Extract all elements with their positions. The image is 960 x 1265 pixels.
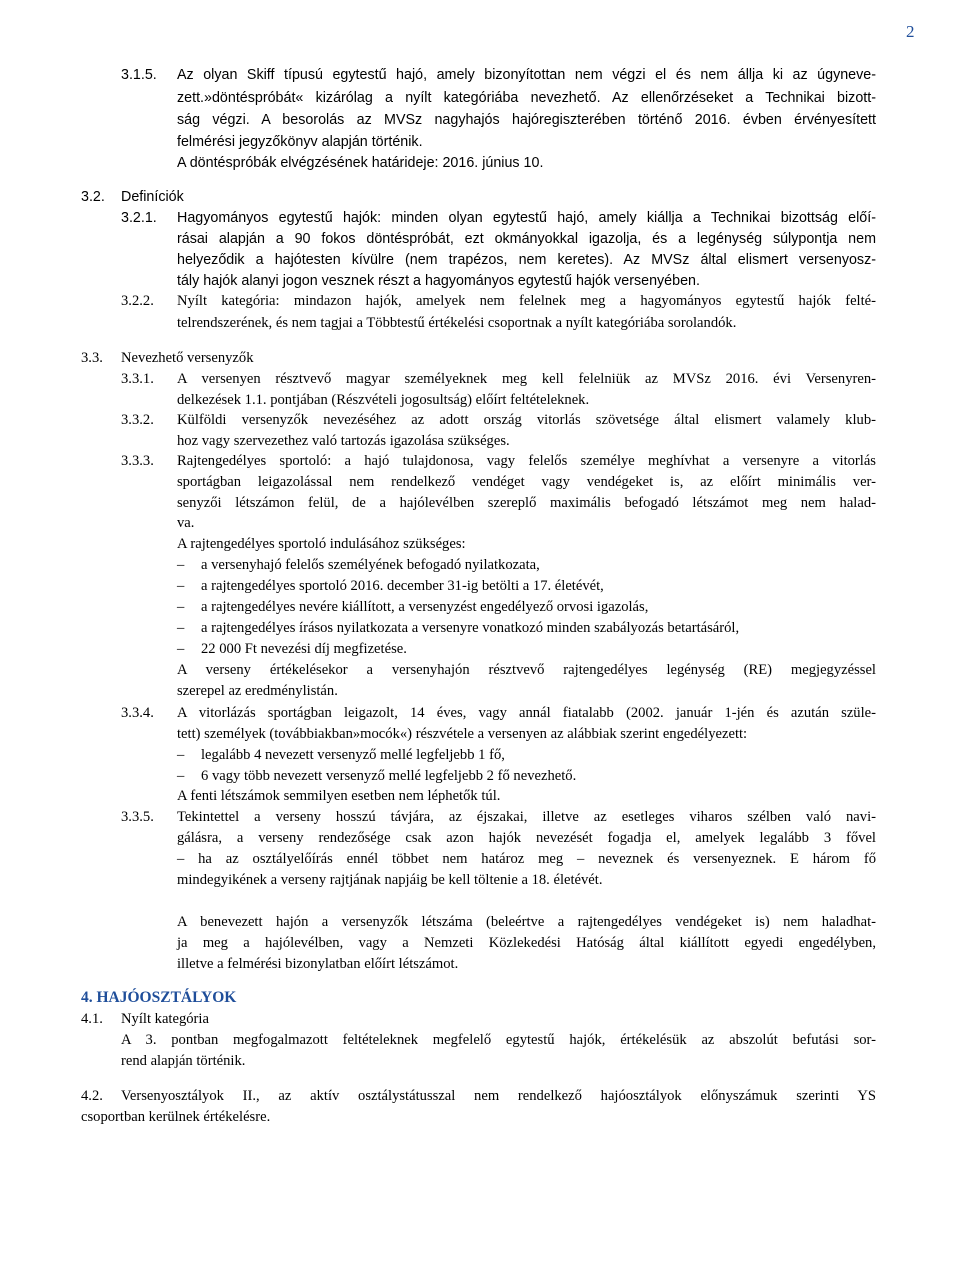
section-3-3-4-line: tett) személyek (továbbiakban»mocók«) részvétele a versenyen az alábbiak szerint engedélyezett: (177, 726, 748, 742)
section-3-2-1-number: 3.2.1. (121, 210, 157, 226)
section-4-heading: 4. HAJÓOSZTÁLYOK (81, 989, 237, 1006)
section-3-3-number: 3.3. (81, 350, 103, 366)
section-3-2-title: Definíciók (121, 189, 184, 205)
section-3-3-1-line: A versenyen résztvevő magyar személyeknek meg kell felelniük az MVSz 2016. évi Versenyren- (177, 371, 876, 387)
section-3-3-3-line: Rajtengedélyes sportoló: a hajó tulajdonosa, vagy felelős személye meghívhat a versenyre a vitorlás (177, 453, 876, 469)
section-3-1-5-number: 3.1.5. (121, 67, 157, 83)
section-4-1-line: rend alapján történik. (121, 1053, 246, 1069)
section-3-2-2-line: telrendszerének, és nem tagjai a Többtestű értékelési csoportnak a nyílt kategóriába sorolandók. (177, 315, 737, 331)
section-4-2-line: csoportban kerülnek értékelésre. (81, 1109, 271, 1125)
section-3-3-5-para2: illetve a felmérési bizonylatban előírt létszámot. (177, 956, 459, 972)
page-number: 2 (906, 22, 915, 41)
bullet-item: a versenyhajó felelős személyének befogadó nyilatkozata, (201, 557, 540, 573)
section-3-3-5-line: – ha az osztályelőírás ennél többet nem határoz meg – neveznek és versenyeznek. E három fő (177, 851, 876, 867)
section-3-2-2-number: 3.2.2. (121, 293, 154, 309)
section-3-3-4-number: 3.3.4. (121, 705, 154, 721)
section-3-3-5-para2: A benevezett hajón a versenyzők létszáma (beleértve a rajtengedélyes vendégeket is) nem haladhat- (177, 914, 876, 930)
dash-bullet: – (177, 578, 185, 594)
section-3-3-3-line: sportágban leigazolással nem rendelkező vendéget vagy vendégeket is, az előírt minimális ver- (177, 474, 876, 490)
section-3-3-3-after: A verseny értékelésekor a versenyhajón résztvevő rajtengedélyes legénység (RE) megjegyzéssel (177, 662, 876, 678)
section-3-1-5-line: A döntéspróbák elvégzésének határideje: 2016. június 10. (177, 155, 544, 171)
section-3-3-3-intro: A rajtengedélyes sportoló indulásához szükséges: (177, 536, 466, 552)
bullet-item: a rajtengedélyes nevére kiállított, a versenyzést engedélyező orvosi igazolás, (201, 599, 649, 615)
section-3-3-5-line: Tekintettel a verseny hosszú távjára, az éjszakai, illetve az esetleges viharos szélben való navi- (177, 809, 876, 825)
section-3-3-3-line: senyzői létszámon felül, de a hajólevélben szereplő maximális befogadó létszámot meg nem halad- (177, 495, 876, 511)
dash-bullet: – (177, 641, 185, 657)
section-3-3-2-line: Külföldi versenyzők nevezéséhez az adott ország vitorlás szövetsége által elismert valamely klub- (177, 412, 876, 428)
bullet-item: a rajtengedélyes sportoló 2016. december 31-ig betölti a 17. életévét, (201, 578, 604, 594)
section-4-1-line: A 3. pontban megfogalmazott feltételeknek megfelelő egytestű hajók, értékelésük az abszolút befutási sor- (121, 1032, 876, 1048)
bullet-item: legalább 4 nevezett versenyző mellé legfeljebb 1 fő, (201, 747, 505, 763)
section-3-3-4-line: A vitorlázás sportágban leigazolt, 14 éves, vagy annál fiatalabb (2002. január 1-jén és azután szüle- (177, 705, 876, 721)
section-3-3-5-line: mindegyikének a verseny rajtjának napjáig be kell töltenie a 18. életévét. (177, 872, 603, 888)
section-3-3-3-line: va. (177, 515, 195, 531)
section-3-3-3-number: 3.3.3. (121, 453, 154, 469)
section-3-3-4-after: A fenti létszámok semmilyen esetben nem léphetők túl. (177, 788, 501, 804)
section-4-1-number: 4.1. (81, 1011, 103, 1027)
section-3-1-5-line: Az olyan Skiff típusú egytestű hajó, amely bizonyítottan nem végzi el és nem állja ki az úgyneve- (177, 67, 876, 83)
section-3-3-2-number: 3.3.2. (121, 412, 154, 428)
section-3-2-1-line: helyeződik a hajótesten kívülre (nem trapézos, nem keretes). Az MVSz által elismert versenyosz- (177, 252, 876, 268)
section-4-2-number: 4.2. (81, 1088, 103, 1104)
section-3-3-title: Nevezhető versenyzők (121, 350, 254, 366)
section-3-3-1-number: 3.3.1. (121, 371, 154, 387)
dash-bullet: – (177, 620, 185, 636)
section-3-3-5-para2: ja meg a hajólevélben, vagy a Nemzeti Közlekedési Hatóság által kiállított egyedi engedélyben, (177, 935, 876, 951)
dash-bullet: – (177, 599, 185, 615)
section-3-1-5-line: felmérési jegyzőkönyv alapján történik. (177, 134, 423, 150)
section-3-1-5-line: zett.»döntéspróbát« kizárólag a nyílt kategóriába nevezhető. Az ellenőrzéseket a Technikai bizott- (177, 90, 876, 106)
section-3-2-1-line: rásai alapján a 90 fokos döntéspróbát, ezt okmányokkal igazolja, és a legénység súlypontja nem (177, 231, 876, 247)
dash-bullet: – (177, 768, 185, 784)
dash-bullet: – (177, 557, 185, 573)
section-3-1-5-line: ság végzi. A besorolás az MVSz nagyhajós hajóregiszterében történő 2016. évben érvényesített (177, 112, 876, 128)
section-3-2-number: 3.2. (81, 189, 105, 205)
bullet-item: a rajtengedélyes írásos nyilatkozata a versenyre vonatkozó minden szabályozás betartásáról, (201, 620, 740, 636)
dash-bullet: – (177, 747, 185, 763)
section-3-2-1-line: tály hajók alanyi jogon vesznek részt a hagyományos egytestű hajók versenyében. (177, 273, 700, 289)
section-3-2-2-line: Nyílt kategória: mindazon hajók, amelyek nem felelnek meg a hagyományos egytestű hajók felté- (177, 293, 876, 309)
section-3-3-2-line: hoz vagy szervezethez való tartozás igazolása szükséges. (177, 433, 510, 449)
section-4-2-line: Versenyosztályok II., az aktív osztálystátusszal nem rendelkező hajóosztályok előnyszámuk szerinti YS (121, 1088, 876, 1104)
bullet-item: 6 vagy több nevezett versenyző mellé legfeljebb 2 fő nevezhető. (201, 768, 577, 784)
section-3-2-1-line: Hagyományos egytestű hajók: minden olyan egytestű hajó, amely kiállja a Technikai bizottság előí- (177, 210, 876, 226)
bullet-item: 22 000 Ft nevezési díj megfizetése. (201, 641, 407, 657)
section-3-3-5-line: gálásra, a verseny rendezősége csak azon hajók nevezését fogadja el, amelyek legalább 3 fővel (177, 830, 876, 846)
section-3-3-3-after: szerepel az eredménylistán. (177, 683, 338, 699)
section-3-3-5-number: 3.3.5. (121, 809, 154, 825)
section-3-3-1-line: delkezések 1.1. pontjában (Részvételi jogosultság) előírt feltételeknek. (177, 392, 590, 408)
section-4-1-title: Nyílt kategória (121, 1011, 209, 1027)
